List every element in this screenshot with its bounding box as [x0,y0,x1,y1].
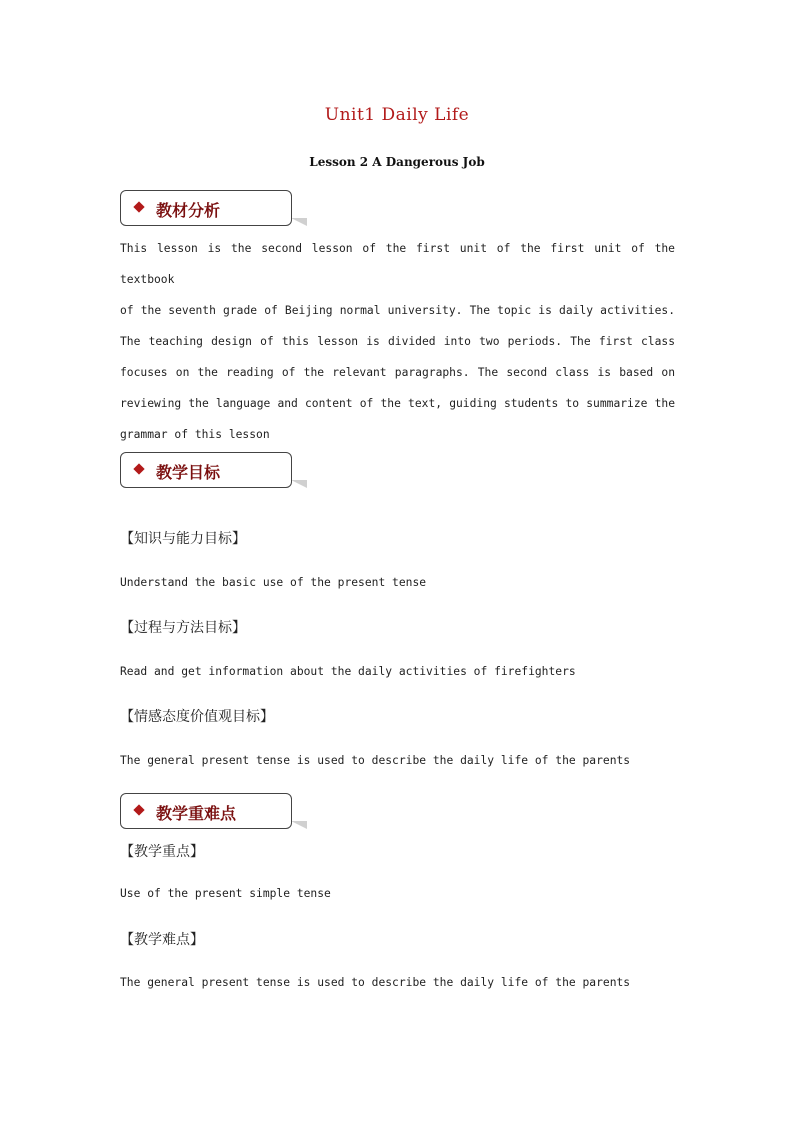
paragraph-line: of the seventh grade of Beijing normal university. The topic is daily activities. [120,304,675,317]
knowledge-goal-text: Understand the basic use of the present tense [120,576,427,589]
section-heading-label: 教学目标 [156,463,221,482]
analysis-paragraph [120,233,675,450]
section-heading-goals [120,452,292,488]
section-box-shadow [291,218,307,226]
section-heading-keypoints [120,793,292,829]
paragraph-line: reviewing the language and content of the text, guiding students to summarize the [120,397,675,410]
section-heading-label: 教材分析 [156,201,221,220]
section-box-shadow [291,821,307,829]
lesson-subtitle: Lesson 2 A Dangerous Job [309,155,485,169]
section-heading-analysis [120,190,292,226]
paragraph-line: This lesson is the second lesson of the first unit of the first unit of the textbook [120,242,675,286]
diamond-bullet-icon [133,463,144,474]
emotion-goal-text: The general present tense is used to describe the daily life of the parents [120,754,631,767]
section-heading-label: 教学重难点 [156,804,237,823]
diamond-bullet-icon [133,804,144,815]
difficult-point-label: 【教学难点】 [120,932,204,948]
key-point-label: 【教学重点】 [120,844,204,860]
knowledge-goal-label: 【知识与能力目标】 [120,531,246,547]
diamond-bullet-icon [133,201,144,212]
key-point-text: Use of the present simple tense [120,887,331,900]
document-title: Unit1 Daily Life [324,105,470,125]
paragraph-line: focuses on the reading of the relevant paragraphs. The second class is based on [120,366,675,379]
difficult-point-text: The general present tense is used to describe the daily life of the parents [120,976,631,989]
section-box-shadow [291,480,307,488]
paragraph-line: grammar of this lesson [120,428,270,441]
process-goal-text: Read and get information about the daily activities of firefighters [120,665,576,678]
process-goal-label: 【过程与方法目标】 [120,620,246,636]
paragraph-line: The teaching design of this lesson is divided into two periods. The first class [120,335,675,348]
emotion-goal-label: 【情感态度价值观目标】 [120,709,274,725]
